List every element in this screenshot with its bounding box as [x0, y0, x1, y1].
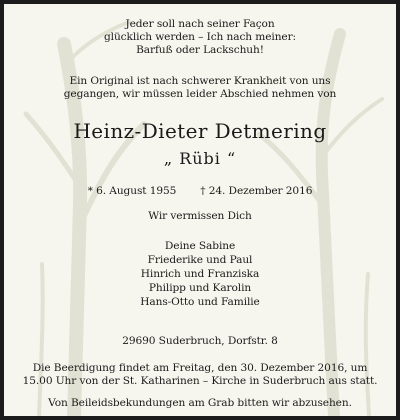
closing-note: Von Beileidsbekundungen am Grab bitten wir abzusehen. — [48, 397, 352, 409]
mourner-line: Hinrich und Franziska — [140, 268, 260, 280]
mourner-line: Friederike und Paul — [147, 254, 253, 266]
miss-line: Wir vermissen Dich — [148, 210, 252, 222]
address: 29690 Suderbruch, Dorfstr. 8 — [122, 335, 278, 347]
funeral-line-2: 15.00 Uhr von der St. Katharinen – Kirche in Suderbruch aus statt. — [22, 375, 378, 387]
motto-line-3: Barfuß oder Lackschuh! — [136, 44, 264, 56]
death-date: † 24. Dezember 2016 — [200, 185, 313, 197]
motto-line-2: glücklich werden – Ich nach meiner: — [103, 31, 297, 43]
life-dates — [4, 185, 396, 198]
intro-line-2: gegangen, wir müssen leider Abschied nehmen von — [63, 88, 337, 100]
intro-line-1: Ein Original ist nach schwerer Krankheit von uns — [69, 75, 331, 87]
funeral-line-1: Die Beerdigung findet am Freitag, den 30. Dezember 2016, um — [32, 362, 368, 374]
birth-date: * 6. August 1955 — [87, 185, 177, 197]
deceased-name: Heinz-Dieter Detmering — [73, 119, 327, 143]
mourner-line: Deine Sabine — [164, 240, 236, 252]
mourner-line: Philipp und Karolin — [148, 282, 252, 294]
motto-line-1: Jeder soll nach seiner Façon — [125, 18, 275, 30]
deceased-nickname: „ Rübi “ — [163, 149, 237, 168]
mourner-line: Hans-Otto und Familie — [140, 296, 260, 308]
